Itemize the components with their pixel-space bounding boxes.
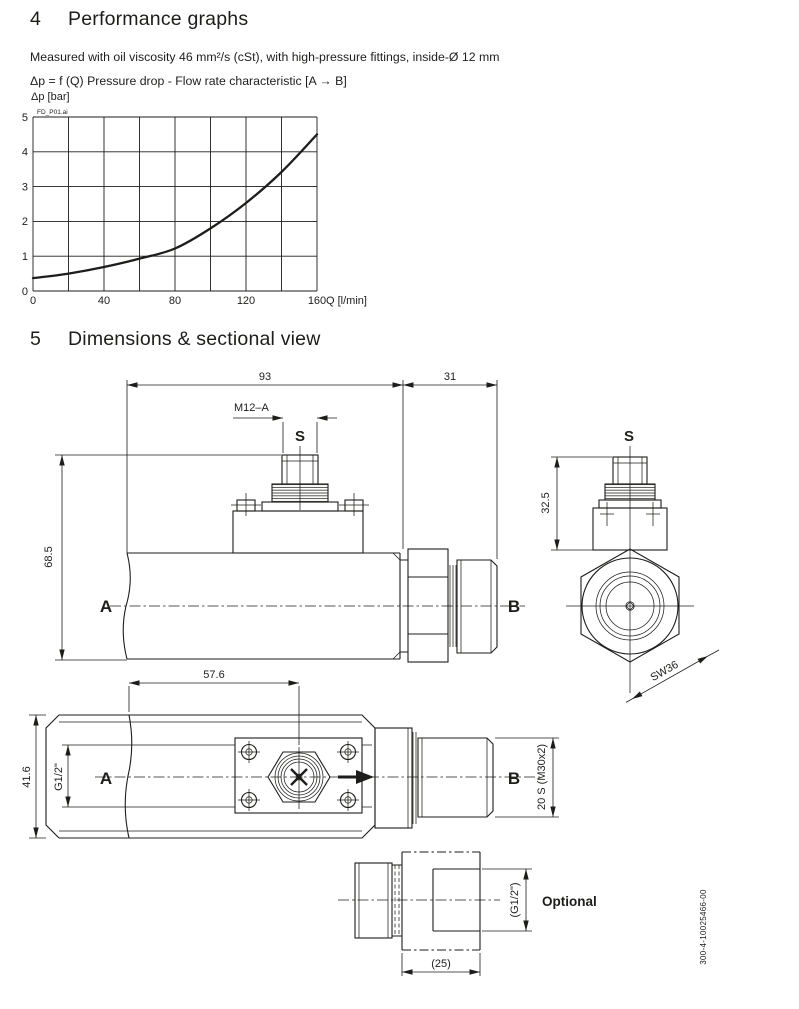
valve-body-side <box>123 549 497 662</box>
flow-direction-arrow <box>338 770 374 784</box>
y-axis-label: Δp [bar] <box>31 91 70 103</box>
x-tick-label: 0 <box>29 295 37 307</box>
dim-576: 57.6 <box>203 669 225 681</box>
dim-31: 31 <box>443 371 457 383</box>
dim-416: 41.6 <box>21 766 33 788</box>
x-tick-label: 120 <box>236 295 256 307</box>
optional-adapter-drawing <box>338 852 597 976</box>
dimension-drawings <box>0 360 799 1009</box>
port-s-label: S <box>294 428 306 445</box>
sensor-port-top <box>268 747 330 809</box>
section4-subtitle: Δp = f (Q) Pressure drop - Flow rate characteristic [A → B] <box>30 74 347 88</box>
dim-93: 93 <box>258 371 272 383</box>
pressure-drop-flow-chart <box>0 88 420 318</box>
adapter-block <box>402 852 480 950</box>
section4-heading <box>30 8 248 31</box>
screw <box>337 741 359 763</box>
optional-label: Optional <box>542 894 597 909</box>
section4-title: Performance graphs <box>68 8 249 30</box>
y-tick-label: 2 <box>21 216 28 229</box>
dim-g12: G1/2" <box>53 763 65 791</box>
dim-25: (25) <box>431 958 451 970</box>
port-a-label: A <box>99 597 113 616</box>
port-s-label-end: S <box>623 428 635 445</box>
figure-tag: FD_P01.ai <box>37 109 68 116</box>
section4-intro: Measured with oil viscosity 46 mm²/s (cSt), with high-pressure fittings, inside-Ø 12 mm <box>30 50 500 64</box>
section4-number: 4 <box>30 8 42 30</box>
x-tick-label: 40 <box>97 295 111 307</box>
document-number: 300-4-10025466-00 <box>699 889 708 965</box>
dim-685: 68.5 <box>43 546 55 568</box>
y-tick-label: 0 <box>21 285 28 298</box>
y-tick-label: 3 <box>21 181 28 194</box>
side-view-drawing <box>43 371 525 662</box>
dim-g12-optional: (G1/2") <box>509 882 521 918</box>
port-b-label-top: B <box>507 769 521 788</box>
dim-sw36: SW36 <box>648 658 681 684</box>
y-tick-label: 4 <box>21 146 28 159</box>
y-tick-label: 1 <box>21 251 28 263</box>
section5-title: Dimensions & sectional view <box>68 328 321 350</box>
adapter-fitting <box>355 863 402 938</box>
chart-grid <box>33 117 317 291</box>
section5-number: 5 <box>30 328 42 350</box>
screw <box>238 789 260 811</box>
end-view-drawing <box>540 428 719 702</box>
x-tick-label: 80 <box>168 295 182 307</box>
dim-20s: 20 S (M30x2) <box>536 743 548 811</box>
section5-heading <box>30 328 321 351</box>
dim-m12a: M12–A <box>234 402 269 414</box>
y-tick-label: 5 <box>21 111 28 124</box>
screw <box>337 789 359 811</box>
valve-body-top <box>46 715 493 838</box>
port-b-label: B <box>507 597 521 616</box>
top-view-drawing <box>21 669 559 838</box>
port-a-label-top: A <box>99 769 113 788</box>
x-tick-label: 160 <box>307 295 327 307</box>
x-axis-label: Q [l/min] <box>326 295 367 307</box>
screw <box>238 741 260 763</box>
dim-325: 32.5 <box>540 492 552 514</box>
